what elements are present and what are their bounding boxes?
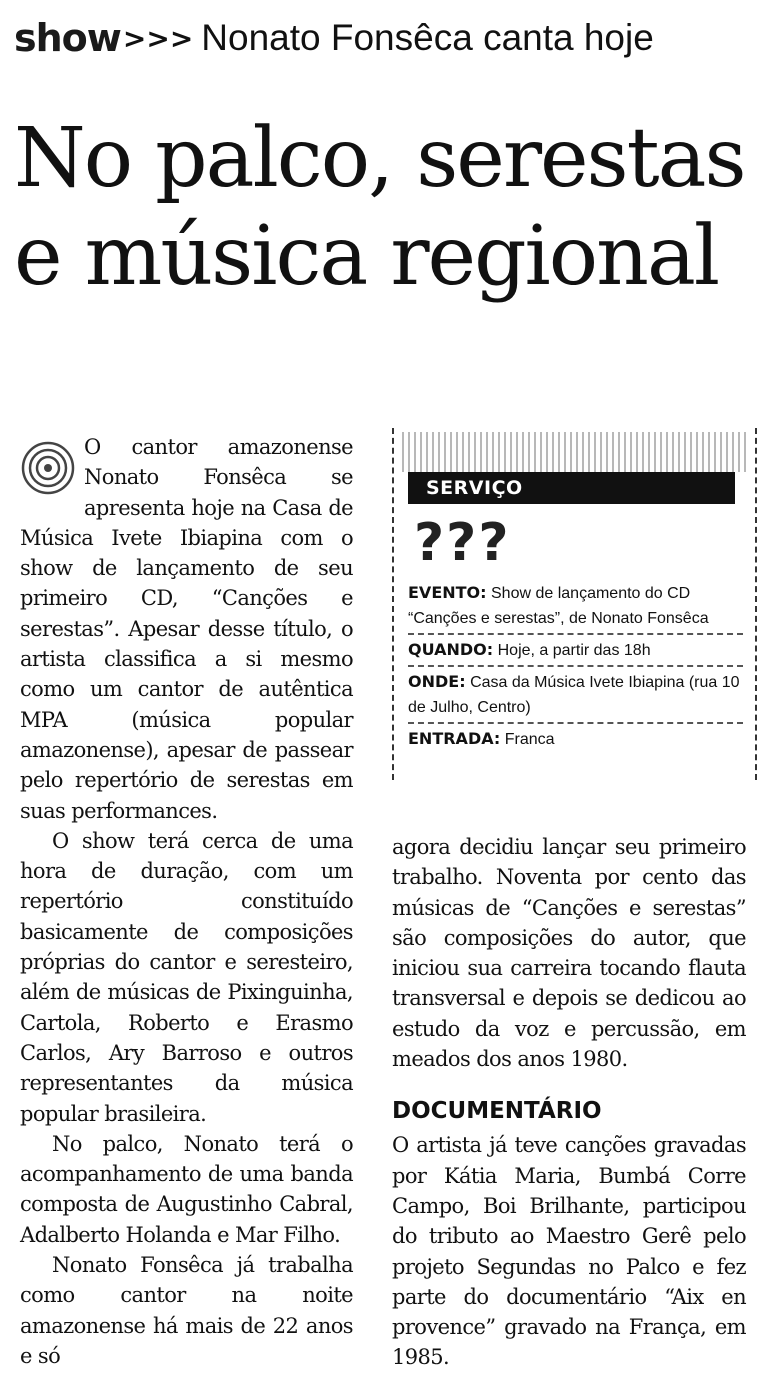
onde-value: Casa da Música Ivete Ibiapina (rua 10 de Julho, Centro) <box>408 674 740 716</box>
article-column-right <box>392 832 746 1373</box>
servico-row-evento <box>408 578 743 635</box>
servico-row-entrada <box>408 724 743 754</box>
paragraph: No palco, Nonato terá o acompanhamento de uma banda composta de Augustinho Cabral, Adalberto Holanda e Mar Filho. <box>20 1131 353 1247</box>
article-column-left <box>20 432 353 1371</box>
entrada-value: Franca <box>504 731 555 748</box>
paragraph: O show terá cerca de uma hora de duração, com um repertório constituído basicamente de composições próprias do cantor e seresteiro, além de músicas de Pixinguinha, Cartola, Roberto e Erasmo Carlos, Ary Barroso e outros representantes da música popular brasileira. <box>20 828 353 1126</box>
evento-value: Show de lançamento do CD “Canções e serestas”, de Nonato Fonsêca <box>408 585 709 627</box>
question-marks: ??? <box>414 513 511 573</box>
kicker-arrows: >>> <box>122 21 194 55</box>
quando-label: QUANDO: <box>408 640 494 659</box>
decorative-texture <box>402 432 747 472</box>
headline-line-1: No palco, serestas <box>14 111 745 206</box>
headline-line-2: e música regional <box>14 209 719 304</box>
subhead-documentario: DOCUMENTÁRIO <box>392 1098 602 1125</box>
headline <box>14 110 754 306</box>
servico-box <box>392 428 757 780</box>
paragraph: O artista já teve canções gravadas por Kátia Maria, Bumbá Corre Campo, Boi Brilhante, participou do tributo ao Maestro Gerê pelo projeto Segundas no Palco e fez parte do documentário “Aix en provence” gravado na França, em 1985. <box>392 1133 746 1370</box>
onde-label: ONDE: <box>408 672 466 691</box>
paragraph: O cantor amazonense Nonato Fonsêca se apresenta hoje na Casa de Música Ivete Ibiapina com o show de lançamento de seu primeiro CD, “Canções e serestas”. Apesar desse título, o artista classifica a si mesmo como um cantor de autêntica MPA (música popular amazonense), apesar de passear pelo repertório de serestas em suas performances. <box>20 435 353 823</box>
section-kicker <box>14 12 654 64</box>
evento-label: EVENTO: <box>408 583 487 602</box>
servico-row-quando <box>408 635 743 667</box>
servico-title: SERVIÇO <box>408 472 735 504</box>
kicker-subtitle: Nonato Fonsêca canta hoje <box>201 17 654 58</box>
paragraph: agora decidiu lançar seu primeiro trabalho. Noventa por cento das músicas de “Canções e serestas” são composições do autor, que iniciou sua carreira tocando flauta transversal e depois se dedicou ao estudo da voz e percussão, em meados dos anos 1980. <box>392 835 746 1072</box>
paragraph: Nonato Fonsêca já trabalha como cantor na noite amazonense há mais de 22 anos e só <box>20 1253 353 1368</box>
servico-row-onde <box>408 667 743 724</box>
spiral-icon <box>20 440 76 496</box>
quando-value: Hoje, a partir das 18h <box>497 642 651 659</box>
section-label: show <box>14 16 121 60</box>
entrada-label: ENTRADA: <box>408 729 501 748</box>
